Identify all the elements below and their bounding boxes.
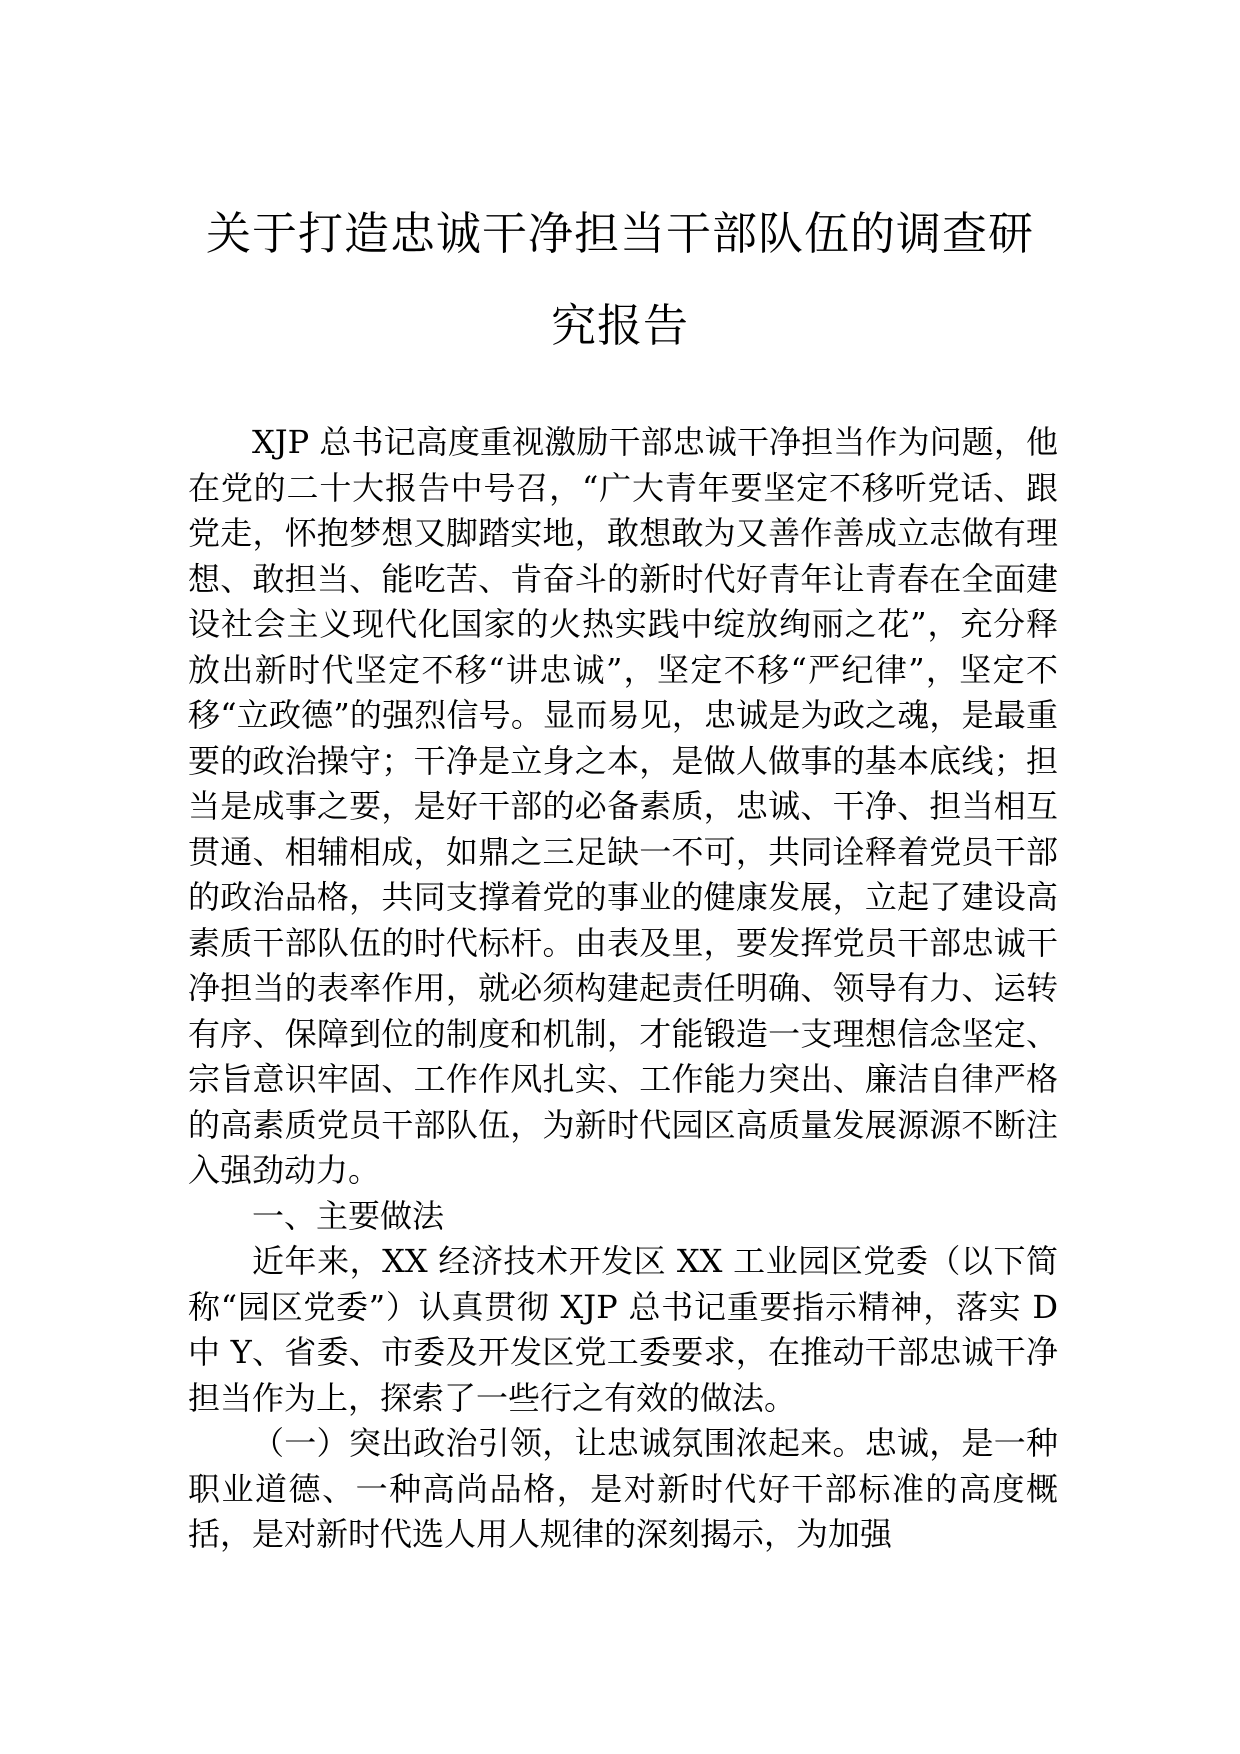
document-title-line-2: 究报告 bbox=[550, 299, 689, 352]
document-title bbox=[190, 188, 1050, 372]
subsection-paragraph-political-guidance: （一）突出政治引领，让忠诚氛围浓起来。忠诚，是一种职业道德、一种高尚品格，是对新时代好干部标准的高度概括，是对新时代选人用人规律的深刻揭示，为加强 bbox=[188, 1424, 1058, 1553]
practices-intro-paragraph: 近年来，XX 经济技术开发区 XX 工业园区党委（以下简称“园区党委”）认真贯彻 XJP 总书记重要指示精神，落实 D 中 Y、省委、市委及开发区党工委要求，在推动干部忠诚干净担当作为上，探索了一些行之有效的做法。 bbox=[188, 1242, 1058, 1417]
intro-paragraph: XJP 总书记高度重视激励干部忠诚干净担当作为问题，他在党的二十大报告中号召，“广大青年要坚定不移听党话、跟党走，怀抱梦想又脚踏实地，敢想敢为又善作善成立志做有理想、敢担当、能吃苦、肯奋斗的新时代好青年让青春在全面建设社会主义现代化国家的火热实践中绽放绚丽之花”，充分释放出新时代坚定不移“讲忠诚”，坚定不移“严纪律”，坚定不移“立政德”的强烈信号。显而易见，忠诚是为政之魂，是最重要的政治操守；干净是立身之本，是做人做事的基本底线；担当是成事之要，是好干部的必备素质，忠诚、干净、担当相互贯通、相辅相成，如鼎之三足缺一不可，共同诠释着党员干部的政治品格，共同支撑着党的事业的健康发展，立起了建设高素质干部队伍的时代标杆。由表及里，要发挥党员干部忠诚干净担当的表率作用，就必须构建起责任明确、领导有力、运转有序、保障到位的制度和机制，才能锻造一支理想信念坚定、宗旨意识牢固、工作作风扎实、工作能力突出、廉洁自律严格的高素质党员干部队伍，为新时代园区高质量发展源源不断注入强劲动力。 bbox=[188, 423, 1058, 1189]
section-heading-main-practices: 一、主要做法 bbox=[252, 1196, 445, 1235]
document-body bbox=[188, 420, 1058, 1558]
document-title-line-1: 关于打造忠诚干净担当干部队伍的调查研 bbox=[205, 207, 1034, 260]
